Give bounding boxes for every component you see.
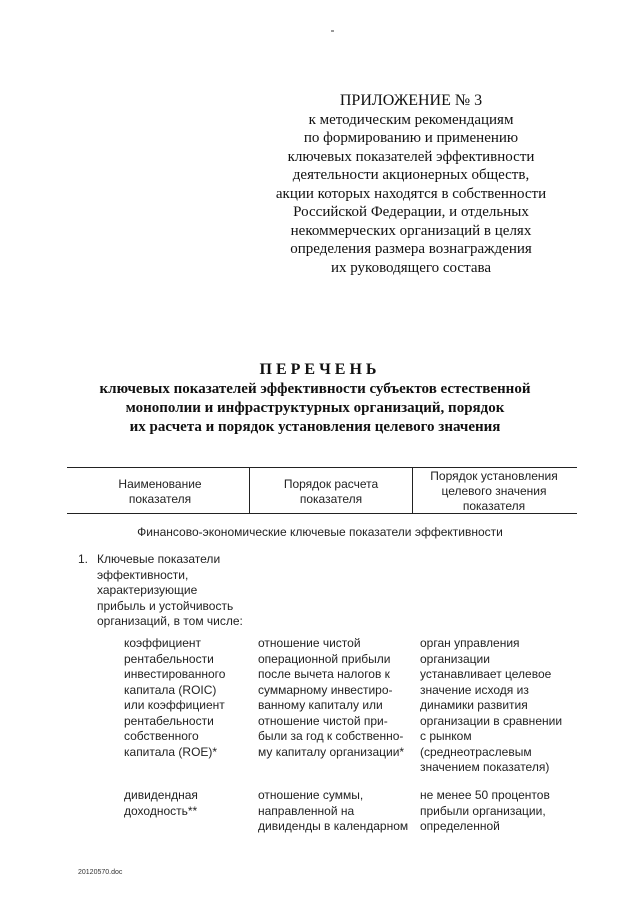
row-calc: отношение чистой операционной прибыли после вычета налогов к суммарному инвестиро- ванному капиталу или отношение чистой при- были за год к собственно- му капиталу организации* <box>258 636 405 759</box>
appendix-line: некоммерческих организаций в целях <box>290 222 532 239</box>
appendix-line: их руководящего состава <box>330 259 492 276</box>
subtitle-line: ключевых показателей эффективности субъектов естественной <box>99 381 531 397</box>
appendix-line: к методическим рекомендациям <box>308 111 514 128</box>
appendix-line: по формированию и применению <box>303 130 519 146</box>
row-target: не менее 50 процентов прибыли организации, определенной <box>420 788 550 833</box>
row-name: коэффициент рентабельности инвестированного капитала (ROIC) или коэффициент рентабельности собственного капитала (ROE)* <box>124 636 226 759</box>
section-heading: Финансово-экономические ключевые показатели эффективности <box>137 525 503 539</box>
appendix-line: определения размера вознаграждения <box>290 241 532 257</box>
column-divider <box>249 467 250 513</box>
subtitle-line: монополии и инфраструктурных организаций, порядок <box>125 400 505 416</box>
column-divider <box>412 467 413 513</box>
document-subtitle <box>80 380 550 437</box>
item-text: Ключевые показатели эффективности, характеризующие прибыль и устойчивость организаций, в том числе: <box>97 552 243 628</box>
footer-filename: 20120570.doc <box>78 869 123 876</box>
document-title: ПЕРЕЧЕНЬ <box>259 361 381 378</box>
appendix-line: деятельности акционерных обществ, <box>292 167 530 183</box>
appendix-block <box>246 92 576 277</box>
table-top-rule <box>67 467 577 468</box>
item-number: 1. <box>78 552 89 566</box>
header-name: Наименование показателя <box>118 477 202 506</box>
header-calc: Порядок расчета показателя <box>283 477 379 506</box>
row-target: орган управления организации устанавливает целевое значение исходя из динамики развития организации в сравнении с рынком (среднеотраслевым значением показателя) <box>420 636 563 774</box>
appendix-heading: ПРИЛОЖЕНИЕ № 3 <box>339 92 483 109</box>
header-target: Порядок установления целевого значения показателя <box>430 469 558 513</box>
row-calc: отношение суммы, направленной на дивиденды в календарном <box>258 788 409 833</box>
subtitle-line: их расчета и порядок установления целевого значения <box>129 419 501 435</box>
appendix-line: ключевых показателей эффективности <box>287 148 535 165</box>
scan-mark <box>331 30 334 32</box>
appendix-line: Российской Федерации, и отдельных <box>293 204 529 220</box>
row-name: дивидендная доходность** <box>124 788 198 818</box>
appendix-line: акции которых находятся в собственности <box>275 185 547 202</box>
